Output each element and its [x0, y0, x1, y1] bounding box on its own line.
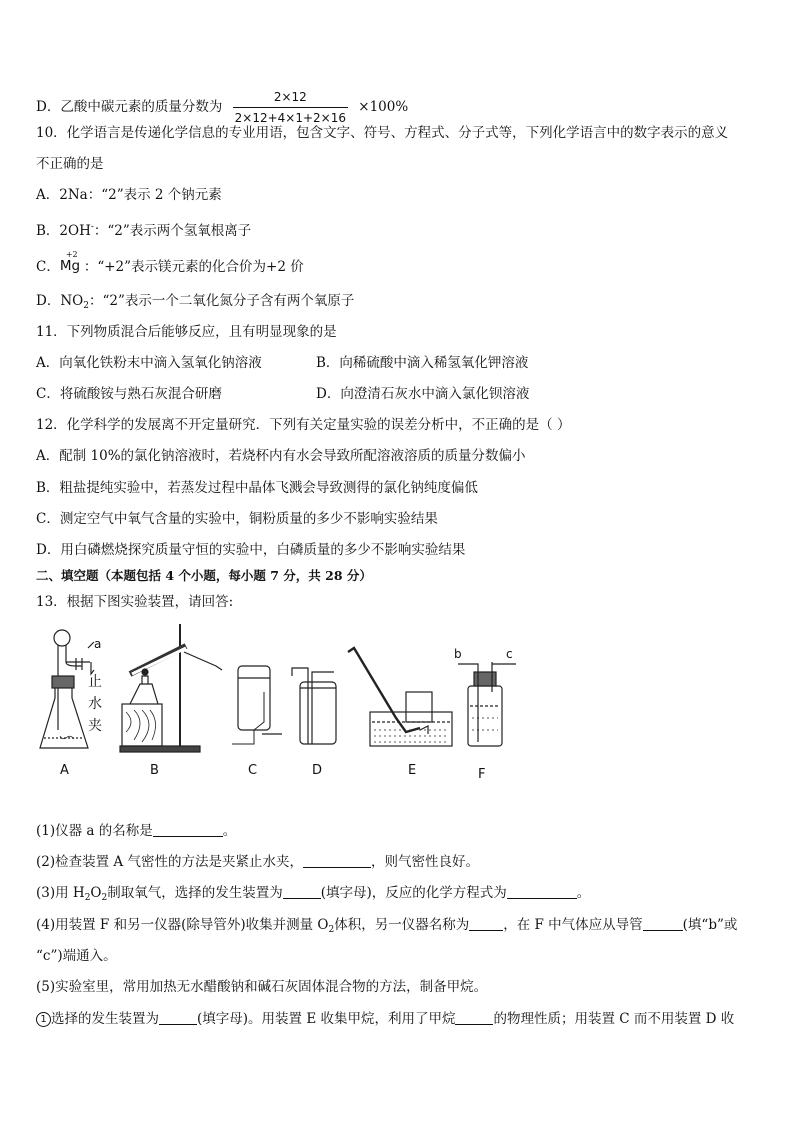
clamp-label-1: 止	[88, 674, 102, 690]
mass-fraction	[233, 88, 348, 127]
q11-stem: 11．下列物质混合后能够反应，且有明显现象的是	[36, 324, 337, 340]
q13-part3: (3)用 $H_2O_2$制取氧气，选择的发生装置为 (填字母)，反应的化学方程式为 。	[36, 885, 591, 903]
q13-stem: 13．根据下图实验装置，请回答:	[36, 594, 234, 610]
answer-blank[interactable]	[159, 1012, 197, 1025]
label-c: c	[506, 647, 513, 661]
answer-blank[interactable]	[153, 824, 223, 837]
clamp-label-3: 夹	[88, 718, 102, 734]
q10-option-c: C． +2 Mg ：“+2”表示镁元素的化合价为+2 价	[36, 250, 304, 275]
label-b: b	[454, 647, 462, 661]
q13-part5-sub1: 1 选择的发生装置为 (填字母)。用装置 E 收集甲烷，利用了甲烷 的物理性质；用装置 C 而不用装置 D 收	[36, 1010, 734, 1028]
label-a: a	[94, 637, 102, 651]
apparatus-label-b: B	[150, 763, 159, 778]
q10-stem-line2: 不正确的是	[36, 156, 104, 172]
q12-option-d: D．用白磷燃烧探究质量守恒的实验中，白磷质量的多少不影响实验结果	[36, 542, 466, 558]
q13-part1: (1)仪器 a 的名称是 。	[36, 823, 237, 839]
q11-option-c: C．将硫酸铵与熟石灰混合研磨	[36, 386, 222, 402]
q13-part4: (4)用装置 F 和另一仪器(除导管外)收集并测量 $O_2$体积，另一仪器名称为 ，在 F 中气体应从导管 (填“b”或	[36, 917, 738, 935]
fraction-denominator: 2×12+4×1+2×16	[234, 111, 346, 125]
answer-blank[interactable]	[455, 1012, 493, 1025]
apparatus-label-d: D	[312, 763, 323, 778]
q12-option-c: C．测定空气中氧气含量的实验中，铜粉质量的多少不影响实验结果	[36, 511, 438, 527]
q13-part2: (2)检查装置 A 气密性的方法是夹紧止水夹， ，则气密性良好。	[36, 854, 479, 870]
apparatus-d	[292, 668, 336, 744]
section-heading: 二、填空题（本题包括 4 个小题，每小题 7 分，共 28 分）	[36, 568, 372, 583]
apparatus-b	[120, 624, 222, 752]
lab-apparatus-figure	[36, 622, 536, 782]
q11-option-a: A．向氧化铁粉末中滴入氢氧化钠溶液	[36, 355, 262, 371]
answer-blank[interactable]	[507, 886, 577, 899]
q12-option-a: A．配制 10%的氯化钠溶液时，若烧杯内有水会导致所配溶液溶质的质量分数偏小	[36, 448, 526, 464]
q10-option-a: A．2Na：“2”表示 2 个钠元素	[36, 187, 222, 203]
q11-option-d: D．向澄清石灰水中滴入氯化钡溶液	[316, 386, 530, 402]
apparatus-label-c: C	[248, 763, 258, 778]
apparatus-e	[348, 648, 452, 746]
apparatus-label-f: F	[478, 767, 486, 782]
q9-option-d: D．乙酸中碳元素的质量分数为 $\frac{2\times 12}{2\times 12+4\times 1+2\times 16}$ ×100%	[36, 90, 409, 125]
q12-option-b: B．粗盐提纯实验中，若蒸发过程中晶体飞溅会导致测得的氯化钠纯度偏低	[36, 480, 478, 496]
q10-option-d: D．$NO_2$：“2”表示一个二氧化氮分子含有两个氧原子	[36, 293, 355, 311]
q12-stem: 12．化学科学的发展离不开定量研究．下列有关定量实验的误差分析中，不正确的是（ ）	[36, 417, 571, 433]
mg-valence-symbol: +2 Mg	[59, 250, 81, 274]
answer-blank[interactable]	[469, 918, 503, 931]
q11-option-b: B．向稀硫酸中滴入稀氢氧化钾溶液	[316, 355, 529, 371]
apparatus-c	[232, 666, 282, 744]
fraction-numerator: 2×12	[233, 88, 348, 108]
answer-blank[interactable]	[303, 855, 371, 868]
circled-number: 1	[36, 1012, 51, 1027]
apparatus-label-e: E	[408, 763, 417, 778]
answer-blank[interactable]	[643, 918, 683, 931]
apparatus-a	[40, 630, 94, 748]
q13-part5: (5)实验室里，常用加热无水醋酸钠和碱石灰固体混合物的方法，制备甲烷。	[36, 979, 488, 995]
q10-option-b: B．2OH-：“2”表示两个氢氧根离子	[36, 222, 252, 239]
clamp-label-2: 水	[88, 696, 102, 712]
apparatus-f	[458, 662, 516, 746]
answer-blank[interactable]	[283, 886, 321, 899]
q13-part4-cont: “c”)端通入。	[36, 948, 117, 964]
apparatus-label-a: A	[60, 763, 69, 778]
q10-stem-line1: 10．化学语言是传递化学信息的专业用语，包含文字、符号、方程式、分子式等，下列化学语言中的数字表示的意义	[36, 125, 729, 141]
